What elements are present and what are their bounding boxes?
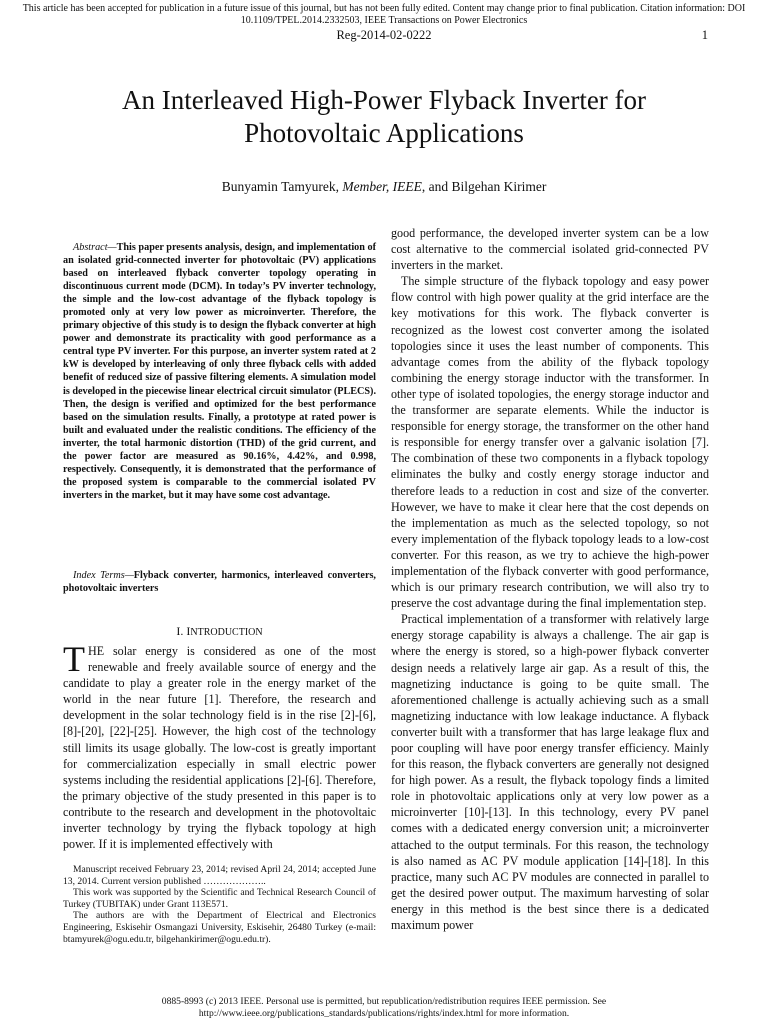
footnote-funding: This work was supported by the Scientific and Technical Research Council of Turkey (TUBITAK) under Grant 113E571. — [63, 887, 376, 910]
section-title-rest: NTRODUCTION — [190, 627, 263, 638]
copyright-footer — [60, 996, 708, 1019]
footnotes — [63, 864, 376, 945]
abstract — [63, 241, 376, 502]
notice-line-2: 10.1109/TPEL.2014.2332503, IEEE Transactions on Power Electronics — [240, 15, 528, 26]
introduction-text — [63, 639, 376, 852]
author-affiliation: Member, IEEE — [342, 179, 422, 194]
page-number: 1 — [701, 28, 708, 42]
abstract-dash: — — [107, 242, 117, 253]
footer-line-1: 0885-8993 (c) 2013 IEEE. Personal use is permitted, but republication/redistribution requires IEEE permission. See — [161, 996, 607, 1007]
index-terms — [63, 569, 376, 595]
abstract-label: Abstract — [73, 242, 108, 253]
intro-first-word: HE — [88, 644, 105, 658]
intro-paragraph-1 — [63, 639, 376, 852]
right-paragraph-1: good performance, the developed inverter system can be a low cost alternative to the commercial isolated grid-connected PV inverters in the market. — [391, 226, 709, 273]
drop-cap: T — [63, 639, 85, 679]
abstract-text: This paper presents analysis, design, and implementation of an isolated grid-connected inverter for photovoltaic (PV) applications based on interleaved flyback converter topology operating in discontinuous current mode (DCM). In today’s PV inverter technology, the simple and the low-cost advantage of the flyback topology is promoted only at very low power as microinverter. Therefore, the primary objective of this study is to design the flyback converter at high power and demonstrate its practicality with good performance as a central type PV inverter. For this purpose, an inverter system rated at 2 kW is developed by interleaving of only three flyback cells with added benefit of reduced size of passive filtering elements. A simulation model is developed in the piecewise linear electrical circuit simulator (PLECS). Then, the design is verified and optimized for the best performance based on the simulation results. Finally, a prototype at rated power is built and evaluated under the realistic conditions. The efficiency of the inverter, the total harmonic distortion (THD) of the grid current, and the power factor are measured as 90.16%, 4.42%, and 0.998, respectively. Consequently, it is demonstrated that the performance of the proposed system is comparable to the commercial isolated PV inverters in the market, but it may have some cost advantage. — [63, 242, 376, 501]
section-heading-introduction — [63, 624, 376, 639]
index-terms-dash: — — [124, 570, 134, 581]
footnote-manuscript: Manuscript received February 23, 2014; revised April 24, 2014; accepted June 13, 2014. Current version published ……………….. — [63, 864, 376, 887]
title-line-1: An Interleaved High-Power Flyback Inverter for — [121, 85, 647, 115]
right-paragraph-3: Practical implementation of a transformer with relatively large energy storage capability is always a challenge. The air gap is where the energy is stored, so a high-power flyback converter design needs a relatively large air gap. As a result of this, the magnetizing inductance is going to be quite small. The aforementioned challenge is actually achieving such as a small magnetizing inductance with low leakage inductance. A flyback converter built with a transformer that has large leakage flux and poor coupling will have poor energy transfer efficiency. Mainly for this reason, the flyback converters are generally not designed for high power. As a result, the flyback topology finds a limited role in photovoltaic applications only at very low power as a microinverter [10]-[13]. In this technology, every PV panel comes with a dedicated energy conversion unit; a microinverter attached to the output terminals. For this reason, the technology is also named as AC PV module application [14]-[18]. In this practice, many such AC PV modules are connected in parallel to get the desired power output. The maximum harvesting of solar energy in this method is the best since there is a dedicated maximum power — [391, 612, 709, 933]
paper-title — [40, 84, 728, 150]
intro-paragraph-1-text: solar energy is considered as one of the most renewable and freely available source of energy and the candidate to play a greater role in the energy market of the world in the near future [1]. Therefore, the research and development in the solar technology field is in the rise [2]-[6], [8]-[20], [22]-[25]. However, the high cost of the technology still limits its usage globally. The low-cost is greatly important for commercialization especially in small electric power systems including the residential applications [2]-[6]. Therefore, the primary objective of the study presented in this paper is to contribute to the research and development in the photovoltaic inverter technology by trying the flyback topology at high power. If it is implemented effectively with — [63, 644, 376, 852]
notice-line-1: This article has been accepted for publication in a future issue of this journal, but has not been fully edited. Content may change prior to final publication. Citation information: DOI — [22, 3, 746, 14]
section-title-initial: I — [186, 624, 191, 638]
author-1: Bunyamin Tamyurek, — [221, 179, 343, 194]
right-paragraph-2: The simple structure of the flyback topology and easy power flow control with high power quality at the grid interface are the key motivations for this work. The flyback converter is recognized as the lowest cost converter among the isolated topologies since it uses the least number of components. This advantage comes from the ability of the flyback topology combining the energy storage inductor with the transformer. In other type of isolated topologies, the energy storage inductor and the transformer are separate elements. While the inductor is responsible for energy storage, the transformer on the other hand is responsible for energy transfer over a galvanic isolation [7]. The combination of these two components in a flyback topology eliminates the bulky and costly energy storage inductor and therefore leads to a reduction in cost and size of the converter. However, we have to make it clear here that the cost depends on the implementation as much as the selected topology, so not every implementation of the flyback topology leads to a low-cost converter. For this reason, as we try to achieve the high-power implementation of the flyback converter with good performance, which is our primary research contribution, we will also try to preserve the cost advantage during the final implementation step. — [391, 274, 709, 611]
author-list — [0, 179, 768, 195]
author-rest: , and Bilgehan Kirimer — [421, 179, 547, 194]
index-terms-label: Index Terms — [73, 570, 125, 581]
right-column — [391, 225, 709, 933]
publication-notice — [10, 3, 758, 27]
footer-line-2: http://www.ieee.org/publications_standards/publications/rights/index.html for more information. — [198, 1007, 570, 1019]
footnote-authors: The authors are with the Department of Electrical and Electronics Engineering, Eskisehir Osmangazi University, Eskisehir, 26480 Turkey (e-mail: btamyurek@ogu.edu.tr, bilgehankirimer@ogu.edu.tr). — [63, 910, 376, 945]
section-number: I. — [176, 624, 187, 638]
index-terms-text: Flyback converter, harmonics, interleaved converters, photovoltaic inverters — [63, 570, 376, 595]
title-line-2: Photovoltaic Applications — [244, 118, 524, 148]
manuscript-id: Reg-2014-02-0222 — [336, 28, 432, 42]
